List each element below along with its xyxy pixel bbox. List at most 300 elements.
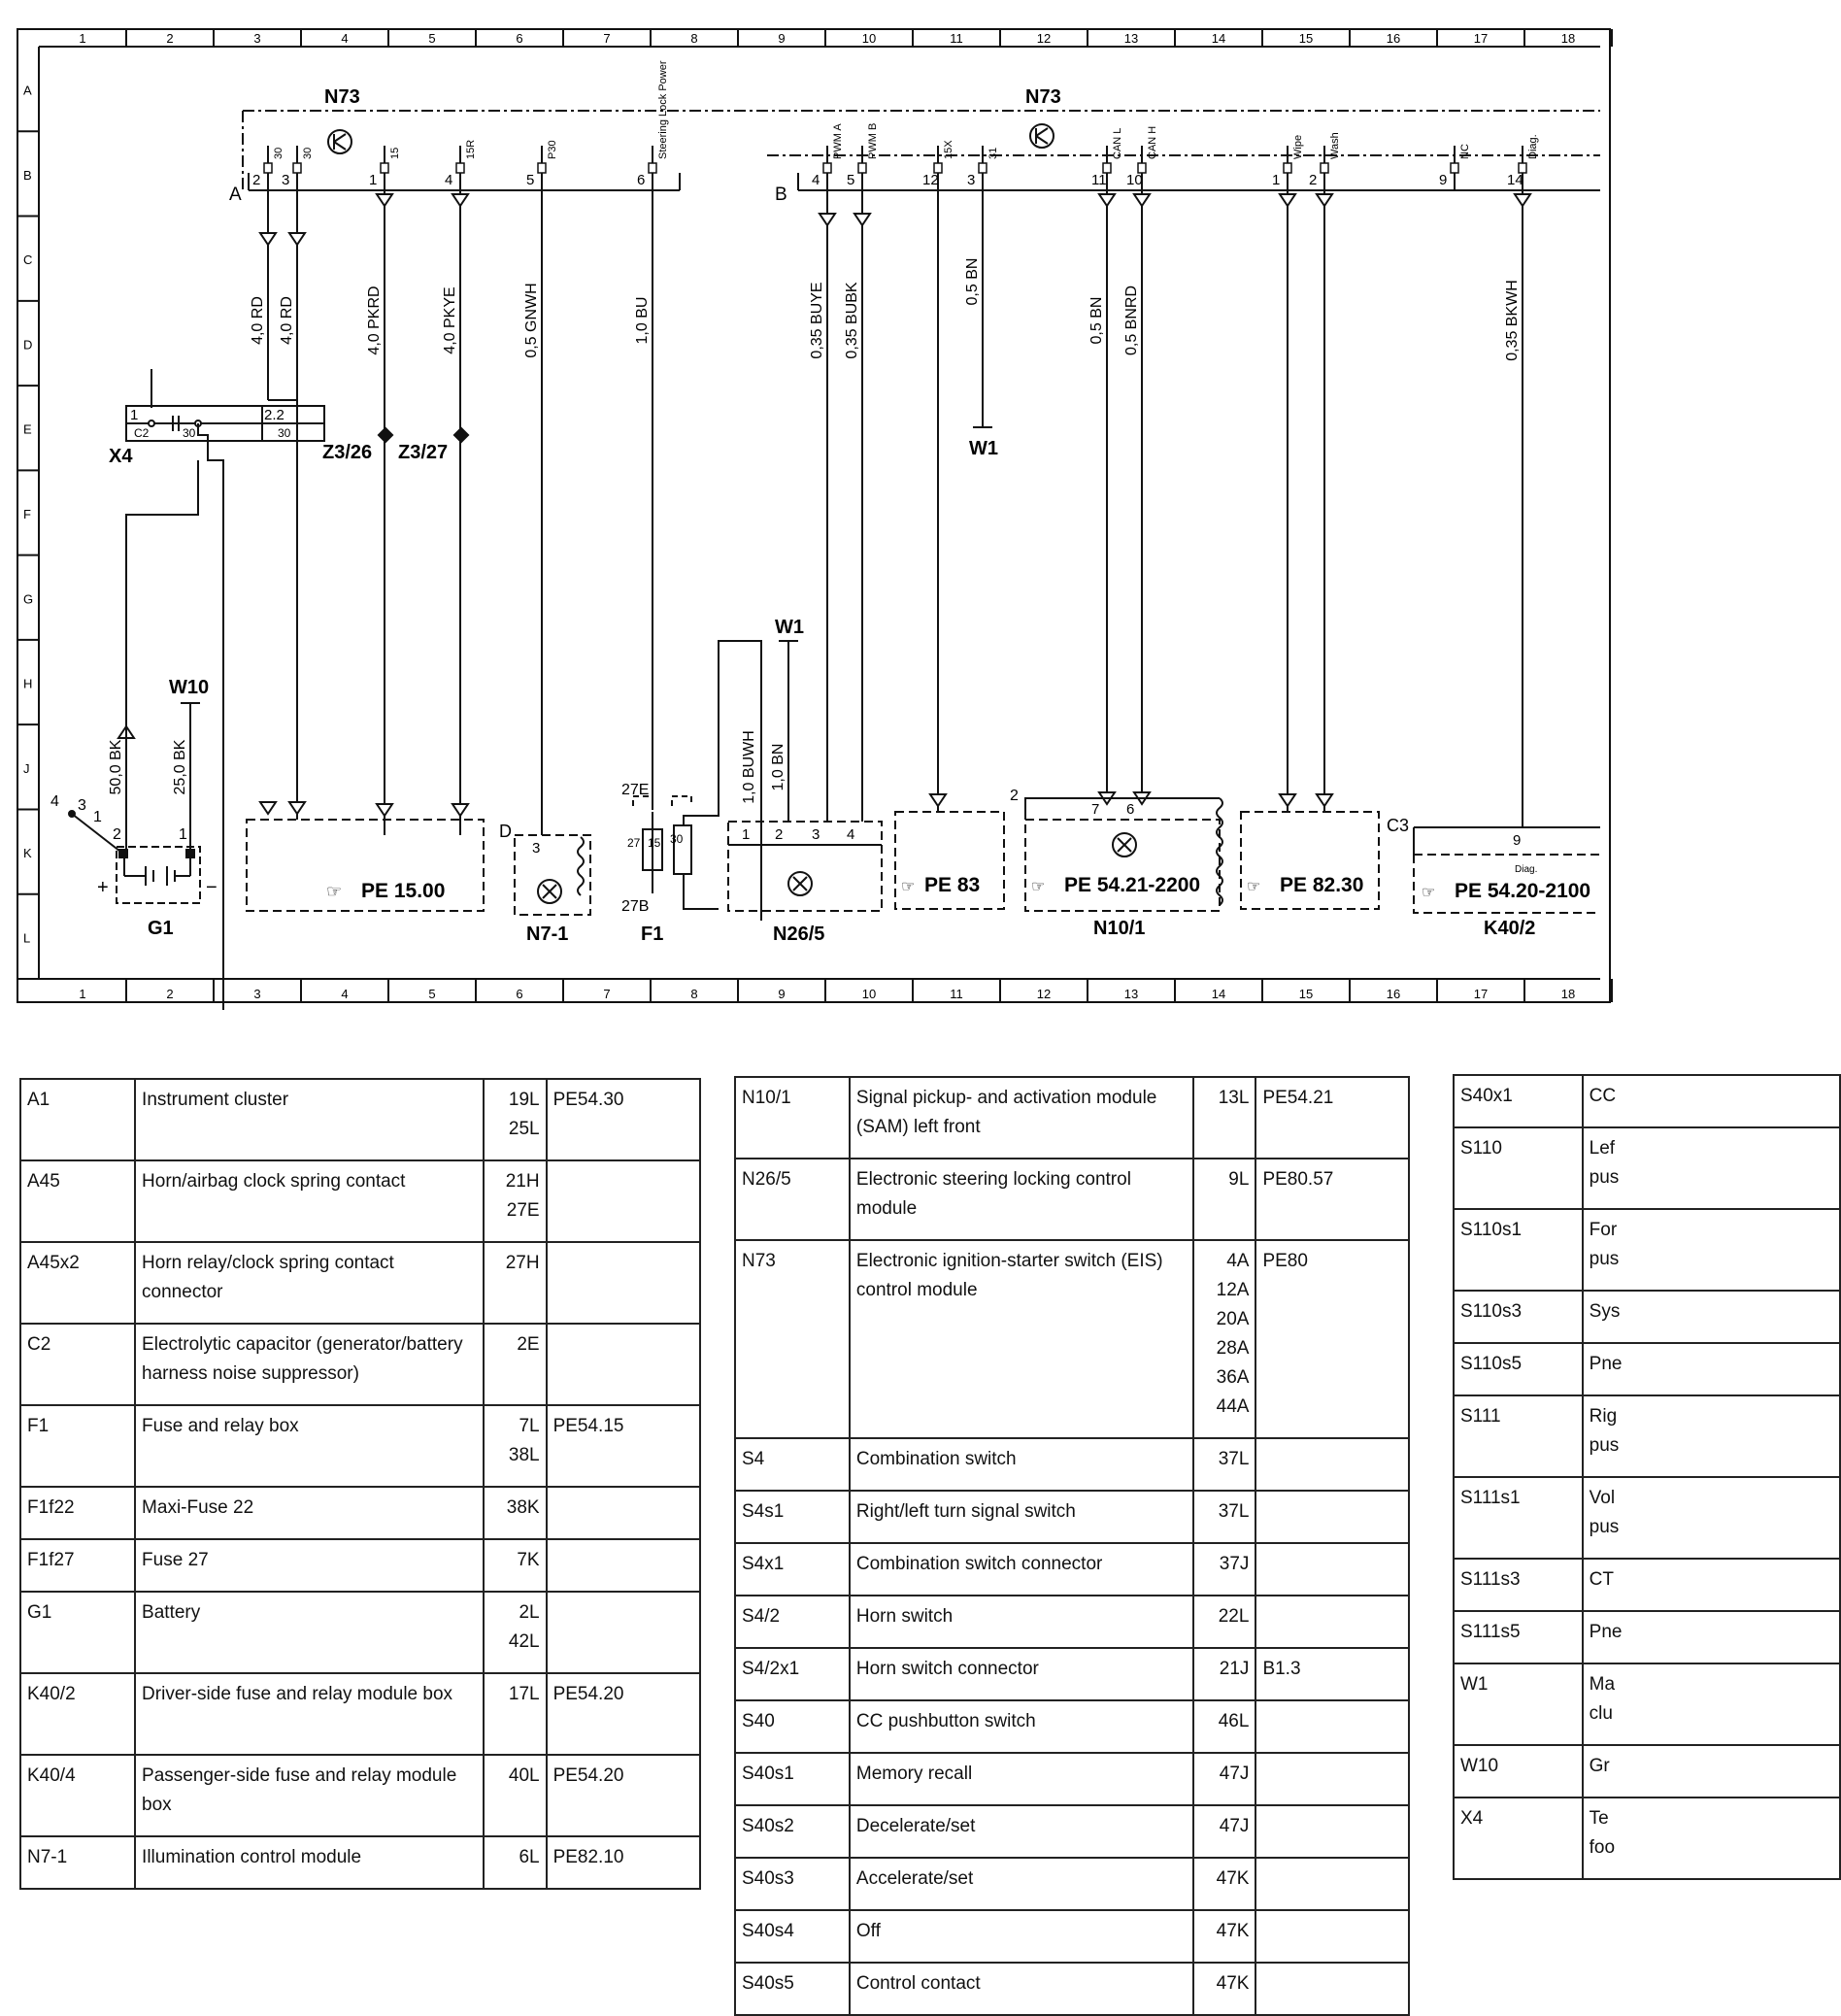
pin-name: 15X [943,140,954,159]
legend-code: F1 [20,1405,135,1487]
legend-ref: PE54.21 [1255,1077,1409,1159]
lamp-icon [788,872,812,895]
n10-1-pin-7: 7 [1091,801,1100,818]
legend-desc: CC [1583,1075,1840,1127]
legend-grid: 27H [484,1242,547,1324]
legend-code: S4x1 [735,1543,850,1596]
grid-col-bot-6: 6 [516,987,523,1001]
legend-ref [1255,1963,1409,2015]
grid-col-bot-14: 14 [1211,987,1226,1001]
legend-code: S40s1 [735,1753,850,1805]
legend-desc: Decelerate/set [850,1805,1193,1858]
n7-1-pin: 3 [532,840,541,857]
grid-col-bot-11: 11 [950,987,963,1001]
pin-number: 12 [922,172,939,188]
grid-row-H: H [23,676,33,691]
legend-ref: PE54.20 [547,1673,700,1755]
doc-ref-icon: ☞ [901,879,916,895]
wire-label: 0,35 BKWH [1504,280,1521,361]
legend-code: S4/2x1 [735,1648,850,1700]
pin-number: 2 [1309,172,1318,188]
legend-row [735,1648,1409,1700]
pin-name: Wash [1329,132,1341,159]
legend-grid: 21H 27E [484,1160,547,1242]
ground-w10-label: W10 [169,677,210,698]
legend-grid: 21J [1193,1648,1255,1700]
connector-b-bar [798,173,1600,190]
pin-number: 6 [637,172,646,188]
pin-name: NC [1459,144,1471,159]
grid-col-bot-8: 8 [690,987,698,1001]
legend-row [1454,1798,1840,1879]
wire-arrow [260,802,276,814]
wire-arrow [820,214,835,225]
wire-label: 4,0 PKYE [442,286,458,354]
grid-col-bot-13: 13 [1123,987,1139,1001]
pin-name: 30 [302,147,314,159]
legend-desc: Vol pus [1583,1477,1840,1559]
pin-contact [979,163,987,173]
legend-row [20,1592,700,1673]
legend-grid: 9L [1193,1159,1255,1240]
legend-desc: Combination switch [850,1438,1193,1491]
wire-arrow [377,804,392,816]
legend-row [1454,1127,1840,1209]
grid-col-top-14: 14 [1211,31,1226,46]
n10-1-label: N10/1 [1093,918,1146,939]
legend-code: K40/4 [20,1755,135,1836]
legend-desc: Pne [1583,1343,1840,1395]
pin-name: PWM A [832,123,844,159]
wire-arrow [289,233,305,245]
x4-c2: C2 [134,426,150,440]
wire-arrow [1515,194,1530,206]
pin-number: 4 [445,172,453,188]
n73-label-left: N73 [324,86,360,108]
grid-col-bot-2: 2 [166,987,174,1001]
wire-arrow [377,194,392,206]
legend-desc: Rig pus [1583,1395,1840,1477]
pin-number: 10 [1126,172,1143,188]
pin-contact [1284,163,1291,173]
legend-code: S111s3 [1454,1559,1583,1611]
n73-label-right: N73 [1025,86,1061,108]
transistor-icon [1030,124,1054,148]
pin-name: Steering Lock Power [657,60,669,159]
wire-label: 4,0 RD [279,296,295,345]
grid-row-E: E [23,421,32,437]
legend-desc: Passenger-side fuse and relay module box [135,1755,484,1836]
battery-symbol [69,811,200,903]
legend-grid: 40L [484,1755,547,1836]
legend-grid: 47K [1193,1963,1255,2015]
legend-ref [1255,1805,1409,1858]
f1-27e: 27E [621,782,650,798]
legend-row [735,1910,1409,1963]
wire-label: 1,0 BU [634,296,651,345]
legend-code: S40s5 [735,1963,850,2015]
grid-col-bot-17: 17 [1473,987,1489,1001]
legend-desc: Horn/airbag clock spring contact [135,1160,484,1242]
wire-arrow [452,804,468,816]
pin-number: 2 [252,172,261,188]
transistor-icon [328,130,351,153]
grid-col-top-1: 1 [79,31,86,46]
f1-pin-30: 30 [670,832,684,846]
legend-ref: PE54.20 [547,1755,700,1836]
grid-row-D: D [23,337,33,353]
connector-a-bar [249,173,680,190]
n10-1-pin-6: 6 [1126,801,1135,818]
legend-table-3-clip [1445,1070,1623,1969]
pin-contact [264,163,272,173]
k40-2-diag: Diag. [1515,864,1538,875]
legend-ref: PE54.30 [547,1079,700,1160]
grid-col-top-16: 16 [1386,31,1401,46]
legend-desc: For pus [1583,1209,1840,1291]
pin-contact [1321,163,1328,173]
legend-desc: Memory recall [850,1753,1193,1805]
doc-ref-icon: ☞ [326,882,343,901]
grid-col-top-13: 13 [1123,31,1139,46]
legend-grid: 7K [484,1539,547,1592]
legend-desc: Fuse 27 [135,1539,484,1592]
pin-contact [456,163,464,173]
doc-ref-icon: ☞ [1422,885,1436,901]
pin-number: 3 [967,172,976,188]
grid-row-K: K [23,846,32,861]
grid-col-top-12: 12 [1036,31,1052,46]
row-ticks [17,84,39,979]
wire-arrow [1134,194,1150,206]
grid-col-top-18: 18 [1560,31,1576,46]
grid-col-bot-15: 15 [1298,987,1314,1001]
legend-row [735,1077,1409,1159]
k40-2-c3: C3 [1387,816,1410,835]
legend-grid: 7L 38L [484,1405,547,1487]
legend-ref [1255,1491,1409,1543]
n10-1-pin-2: 2 [1010,788,1019,804]
battery-pin-1b: 1 [179,826,187,843]
legend-code: S110s1 [1454,1209,1583,1291]
legend-ref [1255,1596,1409,1648]
legend-code: S40s2 [735,1805,850,1858]
legend-code: F1f22 [20,1487,135,1539]
legend-desc: Off [850,1910,1193,1963]
legend-desc: Te foo [1583,1798,1840,1879]
legend-row [20,1487,700,1539]
legend-code: X4 [1454,1798,1583,1879]
pin-number: 1 [1272,172,1281,188]
wire-label: 0,5 BN [964,257,981,306]
pin-number: 3 [282,172,290,188]
legend-code: S111s1 [1454,1477,1583,1559]
grid-row-F: F [23,507,31,521]
grid-row-G: G [23,591,34,607]
f1-pin-15: 15 [648,836,661,850]
grid-col-top-11: 11 [950,31,963,46]
n26-5-pin-1: 1 [742,826,751,843]
legend-row [1454,1663,1840,1745]
wire-arrow [260,233,276,245]
legend-code: S111s5 [1454,1611,1583,1663]
pin-contact [538,163,546,173]
grid-row-B: B [23,167,32,183]
legend-row [735,1491,1409,1543]
connector-b-label: B [775,185,787,205]
legend-grid: 47K [1193,1910,1255,1963]
pin-name: 30 [273,147,285,159]
legend-row [735,1240,1409,1438]
legend-ref: PE80 [1255,1240,1409,1438]
legend-grid: 37L [1193,1491,1255,1543]
legend-table-3 [1453,1074,1841,1880]
legend-grid: 2L 42L [484,1592,547,1673]
wire-label: 4,0 RD [250,296,266,345]
pin-contact [649,163,656,173]
legend-code: K40/2 [20,1673,135,1755]
pe-83-label: PE 83 [924,874,981,896]
pin-name: Diag. [1527,134,1539,159]
legend-row [735,1805,1409,1858]
legend-desc: Instrument cluster [135,1079,484,1160]
legend-desc: Electronic ignition-starter switch (EIS) control module [850,1240,1193,1438]
grid-col-top-3: 3 [253,31,261,46]
legend-desc: Horn switch [850,1596,1193,1648]
legend-table-2 [734,1076,1410,2016]
wire-label: 0,35 BUYE [809,282,825,359]
legend-ref: B1.3 [1255,1648,1409,1700]
legend-row [1454,1291,1840,1343]
legend-desc: Gr [1583,1745,1840,1798]
legend-ref: PE82.10 [547,1836,700,1889]
legend-desc: Maxi-Fuse 22 [135,1487,484,1539]
ground-w1-bottom-label: W1 [775,617,804,638]
legend-grid: 38K [484,1487,547,1539]
legend-row [1454,1559,1840,1611]
legend-desc: Driver-side fuse and relay module box [135,1673,484,1755]
legend-code: A1 [20,1079,135,1160]
n7-1-label: N7-1 [526,924,569,945]
x4-pin-30: 30 [183,426,196,440]
grid-col-bot-1: 1 [79,987,86,1001]
legend-row [735,1753,1409,1805]
legend-ref: PE80.57 [1255,1159,1409,1240]
legend-desc: Signal pickup- and activation module (SAM) left front [850,1077,1193,1159]
wire-label: 0,35 BUBK [844,282,860,359]
grid-col-bot-16: 16 [1386,987,1401,1001]
legend-code: S110 [1454,1127,1583,1209]
legend-row [20,1079,700,1160]
splice-icon [379,428,468,442]
legend-grid: 4A 12A 20A 28A 36A 44A [1193,1240,1255,1438]
legend-grid: 22L [1193,1596,1255,1648]
legend-desc: Horn relay/clock spring contact connector [135,1242,484,1324]
pin-number: 14 [1507,172,1523,188]
legend-grid: 37L [1193,1438,1255,1491]
legend-ref [1255,1753,1409,1805]
legend-ref [547,1160,700,1242]
pin-number: 11 [1091,172,1107,188]
legend-code: A45 [20,1160,135,1242]
pin-name: CAN H [1147,125,1158,159]
legend-desc: Lef pus [1583,1127,1840,1209]
z3-26-label: Z3/26 [322,442,373,463]
wiring-diagram [0,0,1600,1010]
k40-2-label: K40/2 [1484,918,1536,939]
battery-pin-3: 3 [78,797,86,814]
pin-name: 15R [465,139,477,159]
pin-contact [293,163,301,173]
legend-code: S4s1 [735,1491,850,1543]
grid-col-bot-18: 18 [1560,987,1576,1001]
legend-code: S111 [1454,1395,1583,1477]
grid-col-top-15: 15 [1298,31,1314,46]
grid-col-bot-9: 9 [778,987,786,1001]
legend-row [20,1539,700,1592]
legend-code: S40s3 [735,1858,850,1910]
grid-col-top-5: 5 [428,31,436,46]
legend-grid: 6L [484,1836,547,1889]
pin-contact [1451,163,1458,173]
wire-label: 0,5 BN [1088,296,1105,345]
wire-arrow [930,794,946,806]
legend-row [20,1673,700,1755]
legend-desc: Illumination control module [135,1836,484,1889]
legend-desc: Ma clu [1583,1663,1840,1745]
legend-ref [1255,1438,1409,1491]
wire-arrow [854,214,870,225]
grid-row-L: L [23,930,31,946]
legend-row [1454,1209,1840,1291]
legend-grid: 13L [1193,1077,1255,1159]
legend-code: A45x2 [20,1242,135,1324]
doc-ref-icon: ☞ [1247,879,1261,895]
legend-row [735,1543,1409,1596]
legend-row [20,1405,700,1487]
legend-desc: Battery [135,1592,484,1673]
pin-name: PWM B [867,122,879,159]
legend-ref [547,1487,700,1539]
legend-grid: 37J [1193,1543,1255,1596]
wire-arrow [289,802,305,814]
wire-arrow [1317,194,1332,206]
grid-col-bot-4: 4 [341,987,349,1001]
pin-name: Wipe [1292,134,1304,159]
grid-row-A: A [23,83,32,98]
legend-grid: 47J [1193,1805,1255,1858]
legend-grid: 46L [1193,1700,1255,1753]
grid-col-bot-7: 7 [603,987,611,1001]
pe-82-30-label: PE 82.30 [1280,874,1364,896]
k40-2-pin: 9 [1513,832,1522,849]
grid-col-top-7: 7 [603,31,611,46]
legend-code: N73 [735,1240,850,1438]
legend-code: S110s3 [1454,1291,1583,1343]
grid-col-top-6: 6 [516,31,523,46]
pin-name: 15 [389,147,401,159]
battery-pin-2: 2 [113,826,121,843]
legend-ref [547,1324,700,1405]
grid-row-C: C [23,252,33,268]
legend-desc: Electrolytic capacitor (generator/battery harness noise suppressor) [135,1324,484,1405]
wire-labels [108,258,1521,804]
wire [385,435,460,835]
legend-desc: Control contact [850,1963,1193,2015]
connector-b-pins [812,123,1539,190]
legend-ref [547,1242,700,1324]
legend-code: S40s4 [735,1910,850,1963]
legend-code: N26/5 [735,1159,850,1240]
n26-5-pin-2: 2 [775,826,784,843]
legend-row [20,1242,700,1324]
legend-code: G1 [20,1592,135,1673]
pin-number: 1 [369,172,378,188]
k40-2-box-label: PE 54.20-2100 [1455,880,1591,902]
f1-label: F1 [641,924,664,945]
legend-ref [1255,1858,1409,1910]
n26-5-box [728,822,882,911]
x4-split: 2.2 [264,407,285,423]
legend-row [1454,1343,1840,1395]
legend-desc: Horn switch connector [850,1648,1193,1700]
pin-contact [823,163,831,173]
legend-ref [1255,1700,1409,1753]
grid-col-bot-12: 12 [1036,987,1052,1001]
connector-a-label: A [229,185,242,205]
f1-27b: 27B [621,898,650,915]
legend-ref [1255,1543,1409,1596]
legend-code: C2 [20,1324,135,1405]
n10-1-box-label: PE 54.21-2200 [1064,874,1201,896]
grid-col-top-2: 2 [166,31,174,46]
legend-code: N7-1 [20,1836,135,1889]
legend-desc: Combination switch connector [850,1543,1193,1596]
grid-col-bot-10: 10 [861,987,877,1001]
legend-code: S40x1 [1454,1075,1583,1127]
grid-row-J: J [23,760,30,776]
legend-row [1454,1611,1840,1663]
legend-code: S110s5 [1454,1343,1583,1395]
legend-code: S4/2 [735,1596,850,1648]
legend-row [735,1438,1409,1491]
column-ticks [79,29,1612,1002]
legend-grid: 19L 25L [484,1079,547,1160]
grid-col-top-9: 9 [778,31,786,46]
legend-desc: Fuse and relay box [135,1405,484,1487]
legend-row [20,1324,700,1405]
wire-arrow [1280,194,1295,206]
pin-name: CAN L [1112,127,1123,159]
legend-ref [547,1592,700,1673]
legend-row [1454,1745,1840,1798]
legend-code: F1f27 [20,1539,135,1592]
grid-col-top-4: 4 [341,31,349,46]
legend-desc: Pne [1583,1611,1840,1663]
legend-code: S40 [735,1700,850,1753]
wire-label: 4,0 PKRD [366,286,383,355]
wire-label: 1,0 BN [770,743,787,791]
legend-desc: Electronic steering locking control module [850,1159,1193,1240]
wire-label: 50,0 BK [108,739,124,795]
legend-desc: CT [1583,1559,1840,1611]
legend-code: S4 [735,1438,850,1491]
legend-code: N10/1 [735,1077,850,1159]
wire-arrow [1280,794,1295,806]
pin-contact [858,163,866,173]
x4-pin-30b: 30 [278,426,291,440]
legend-code: W1 [1454,1663,1583,1745]
